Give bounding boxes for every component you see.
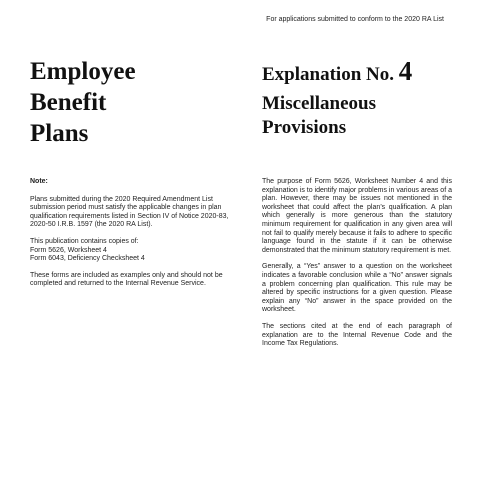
applicability-note: For applications submitted to conform to the 2020 RA List xyxy=(266,16,444,23)
note-column xyxy=(30,178,240,297)
title-line-employee: Employee xyxy=(30,58,136,85)
explanation-number: 4 xyxy=(398,56,413,86)
subtitle-line-provisions: Provisions xyxy=(262,117,347,138)
title-line-plans: Plans xyxy=(30,120,89,147)
subtitle-line-miscellaneous: Miscellaneous xyxy=(262,93,376,114)
explanation-number-line xyxy=(262,56,462,90)
note-paragraph-examples: These forms are included as examples only and should not be completed and returned to the Internal Revenue Service. xyxy=(30,271,223,288)
explanation-label: Explanation No. xyxy=(262,64,394,85)
note-copies-block xyxy=(30,238,240,264)
note-paragraph-requirements: Plans submitted during the 2020 Required Amendment List submission period must satisfy the applicable changes in plan qualification requirements listed in Section IV of Notice 2020-83, 2020-50 I.R.B. 1597 (the 2020 RA List). xyxy=(30,195,229,229)
explanation-heading xyxy=(262,56,462,140)
copy-item-checksheet: Form 6043, Deficiency Checksheet 4 xyxy=(30,255,145,263)
body-paragraph-answers: Generally, a “Yes” answer to a question on the worksheet indicates a favorable conclusion while a “No” answer signals a problem concerning plan qualification. This rule may be altered by specific instructions for a given question. Please explain any “No” answer in the space provided on the worksheet. xyxy=(262,263,452,314)
explanation-body xyxy=(262,178,452,357)
body-paragraph-purpose: The purpose of Form 5626, Worksheet Number 4 and this explanation is to identify major problems in various areas of a plan. However, there may be issues not mentioned in the worksheet that could affect the plan’s qualification. A plan which generally is more generous than the statutory minimum requirement for qualification in any given area will not fail to qualify merely because it fails to adhere to specific language found in the statute if it can be otherwise demonstrated that the minimum statutory requirement is met. xyxy=(262,178,452,254)
title-line-benefit: Benefit xyxy=(30,89,107,116)
copies-intro: This publication contains copies of: xyxy=(30,237,139,245)
publication-title xyxy=(30,56,210,149)
note-label: Note: xyxy=(30,178,48,185)
copy-item-worksheet: Form 5626, Worksheet 4 xyxy=(30,246,107,254)
explanation-subtitle xyxy=(262,92,462,140)
body-paragraph-citations: The sections cited at the end of each paragraph of explanation are to the Internal Revenue Code and the Income Tax Regulations. xyxy=(262,322,452,348)
